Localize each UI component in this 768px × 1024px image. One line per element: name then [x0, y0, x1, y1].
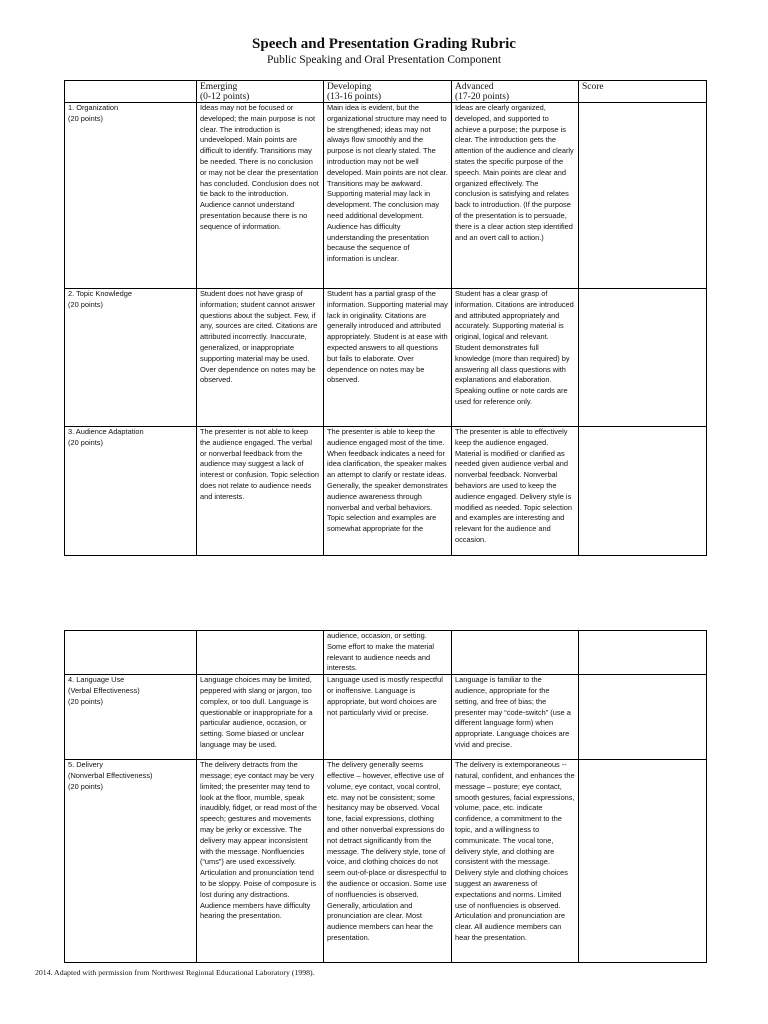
column-range: (17-20 points) — [455, 92, 510, 102]
rubric-table-page-2 — [64, 630, 707, 963]
advanced-cell: Language is familiar to the audience, appropriate for the setting, and free of bias; the presenter may “code-switch” (use a different language form) when appropriate. Language choices are vivid and precise. — [452, 675, 579, 760]
score-cell[interactable] — [579, 427, 707, 556]
column-label: Developing — [327, 82, 372, 92]
score-cell[interactable] — [579, 289, 707, 427]
developing-cell: Student has a partial grasp of the information. Supporting material may lack in originality. Citations are generally introduced and attributed appropriately. Student is at ease with expected answers to all questions but fails to elaborate. Over dependence on notes may be observed. — [324, 289, 452, 427]
criterion-subtitle: (Nonverbal Effectiveness) — [68, 770, 153, 780]
developing-cell: The presenter is able to keep the audience engaged most of the time. When feedback indicates a need for idea clarification, the speaker makes an attempt to clarify or restate ideas. Generally, the speaker demonstrates audience awareness through nonverbal and verbal behaviors. Topic selection and examples are somewhat appropriate for the — [324, 427, 452, 556]
score-cell[interactable] — [579, 103, 707, 289]
table-row — [65, 289, 707, 427]
criterion-points: (20 points) — [68, 299, 103, 309]
advanced-cell: The presenter is able to effectively keep the audience engaged. Material is modified or clarified as needed given audience verbal and nonverbal feedback. Nonverbal behaviors are used to keep the audience engaged. Delivery style is modified as needed. Topic selection and examples are interesting and relevant for the audience and occasion. — [452, 427, 579, 556]
emerging-cell: Ideas may not be focused or developed; the main purpose is not clear. The introduction is undeveloped. Main points are difficult to identify. Transitions may be needed. There is no conclusion or may not be clear the presentation has concluded. Conclusion does not tie back to the introduction. Audience cannot understand presentation because there is no sequence of information. — [197, 103, 324, 289]
footer-citation: 2014. Adapted with permission from Northwest Regional Educational Laboratory (1998). — [35, 968, 315, 977]
score-cell[interactable] — [579, 760, 707, 963]
table-row — [65, 760, 707, 963]
column-range: (13-16 points) — [327, 92, 382, 102]
emerging-cell: The presenter is not able to keep the audience engaged. The verbal or nonverbal feedback from the audience may suggest a lack of interest or confusion. Topic selection does not relate to audience needs and interests. — [197, 427, 324, 556]
score-cell[interactable] — [579, 631, 707, 675]
emerging-cell: The delivery detracts from the message; eye contact may be very limited; the presenter may tend to look at the floor, mumble, speak inaudibly, fidget, or read most of the speech; gestures and movements may be jerky or excessive. The delivery may appear inconsistent with the message. Nonfluencies (“ums”) are used excessively. Articulation and pronunciation tend to be sloppy. Poise of composure is lost during any distractions. Audience members have difficulty hearing the presentation. — [197, 760, 324, 963]
criterion-cell — [65, 427, 197, 556]
criterion-points: (20 points) — [68, 113, 103, 123]
criterion-points: (20 points) — [68, 437, 103, 447]
document-subtitle: Public Speaking and Oral Presentation Component — [266, 54, 502, 66]
criteria-header-cell — [65, 81, 197, 103]
score-header-cell — [579, 81, 707, 103]
criterion-name: 4. Language Use — [68, 675, 125, 685]
emerging-cell: Student does not have grasp of information; student cannot answer questions about the subject. Few, if any, sources are cited. Citations are attributed incorrectly. Inaccurate, generalized, or inappropriate supporting material may be used. Over dependence on notes may be observed. — [197, 289, 324, 427]
advanced-cell — [452, 631, 579, 675]
criterion-cell — [65, 760, 197, 963]
developing-cell: Main idea is evident, but the organizational structure may need to be strengthened; ideas may not always flow smoothly and the purpose is not clearly stated. The introduction may not be well developed. Main points are not clear. Transitions may be awkward. Supporting material may lack in development. The conclusion may need additional development. Audience has difficulty understanding the presentation because the sequence of information is unclear. — [324, 103, 452, 289]
advanced-cell: Student has a clear grasp of information. Citations are introduced and attributed appropriately and accurately. Supporting material is original, logical and relevant. Student demonstrates full knowledge (more than required) by answering all class questions with explanations and elaboration. Speaking outline or note cards are used for reference only. — [452, 289, 579, 427]
criterion-name: 5. Delivery — [68, 760, 103, 770]
table-row — [65, 675, 707, 760]
criterion-cell — [65, 675, 197, 760]
document-title: Speech and Presentation Grading Rubric — [252, 36, 516, 52]
table-row — [65, 631, 707, 675]
criterion-name: 3. Audience Adaptation — [68, 427, 144, 436]
criterion-cell — [65, 631, 197, 675]
criterion-cell — [65, 103, 197, 289]
criterion-cell — [65, 289, 197, 427]
criterion-subtitle: (Verbal Effectiveness) — [68, 685, 140, 695]
table-header-row — [65, 81, 707, 103]
column-label: Emerging — [200, 82, 238, 92]
column-label: Advanced — [455, 82, 494, 92]
table-row — [65, 427, 707, 556]
advanced-cell: Ideas are clearly organized, developed, and supported to achieve a purpose; the purpose is clear. The introduction gets the attention of the audience and clearly states the specific purpose of the speech. Main points are clear and organized effectively. The conclusion is satisfying and relates back to introduction. (If the purpose of the presentation is to persuade, there is a clear action step identified and an overt call to action.) — [452, 103, 579, 289]
criterion-name: 2. Topic Knowledge — [68, 289, 132, 298]
advanced-cell: The delivery is extemporaneous -- natural, confident, and enhances the message – posture; eye contact, smooth gestures, facial expressions, volume, pace, etc. indicate confidence, a commitment to the topic, and a willingness to communicate. The vocal tone, delivery style, and clothing are consistent with the message. Delivery style and clothing choices suggest an awareness of expectations and norms. Limited use of nonfluencies is observed. Articulation and pronunciation are clear. All audience members can hear the presentation. — [452, 760, 579, 963]
table-row — [65, 103, 707, 289]
score-cell[interactable] — [579, 675, 707, 760]
criterion-name: 1. Organization — [68, 103, 119, 112]
developing-cell: The delivery generally seems effective – however, effective use of volume, eye contact, vocal control, etc. may not be consistent; some hesitancy may be observed. Vocal tone, facial expressions, clothing and other nonverbal expressions do not detract significantly from the message. The delivery style, tone of voice, and clothing choices do not seem out-of-place or disrespectful to the audience or occasion. Some use of nonfluencies is observed. Generally, articulation and pronunciation are clear. Most audience members can hear the presentation. — [324, 760, 452, 963]
emerging-header-cell — [197, 81, 324, 103]
developing-cell: audience, occasion, or setting. Some effort to make the material relevant to audience needs and interests. — [324, 631, 452, 675]
criterion-points: (20 points) — [68, 781, 103, 791]
criterion-points: (20 points) — [68, 696, 103, 706]
column-range: (0-12 points) — [200, 92, 250, 102]
rubric-table-page-1 — [64, 80, 707, 556]
developing-header-cell — [324, 81, 452, 103]
emerging-cell: Language choices may be limited, peppered with slang or jargon, too complex, or too dull. Language is questionable or inappropriate for a particular audience, occasion, or setting. Some biased or unclear language may be used. — [197, 675, 324, 760]
advanced-header-cell — [452, 81, 579, 103]
developing-cell: Language used is mostly respectful or inoffensive. Language is appropriate, but word choices are not particularly vivid or precise. — [324, 675, 452, 760]
column-label: Score — [582, 82, 604, 92]
emerging-cell — [197, 631, 324, 675]
